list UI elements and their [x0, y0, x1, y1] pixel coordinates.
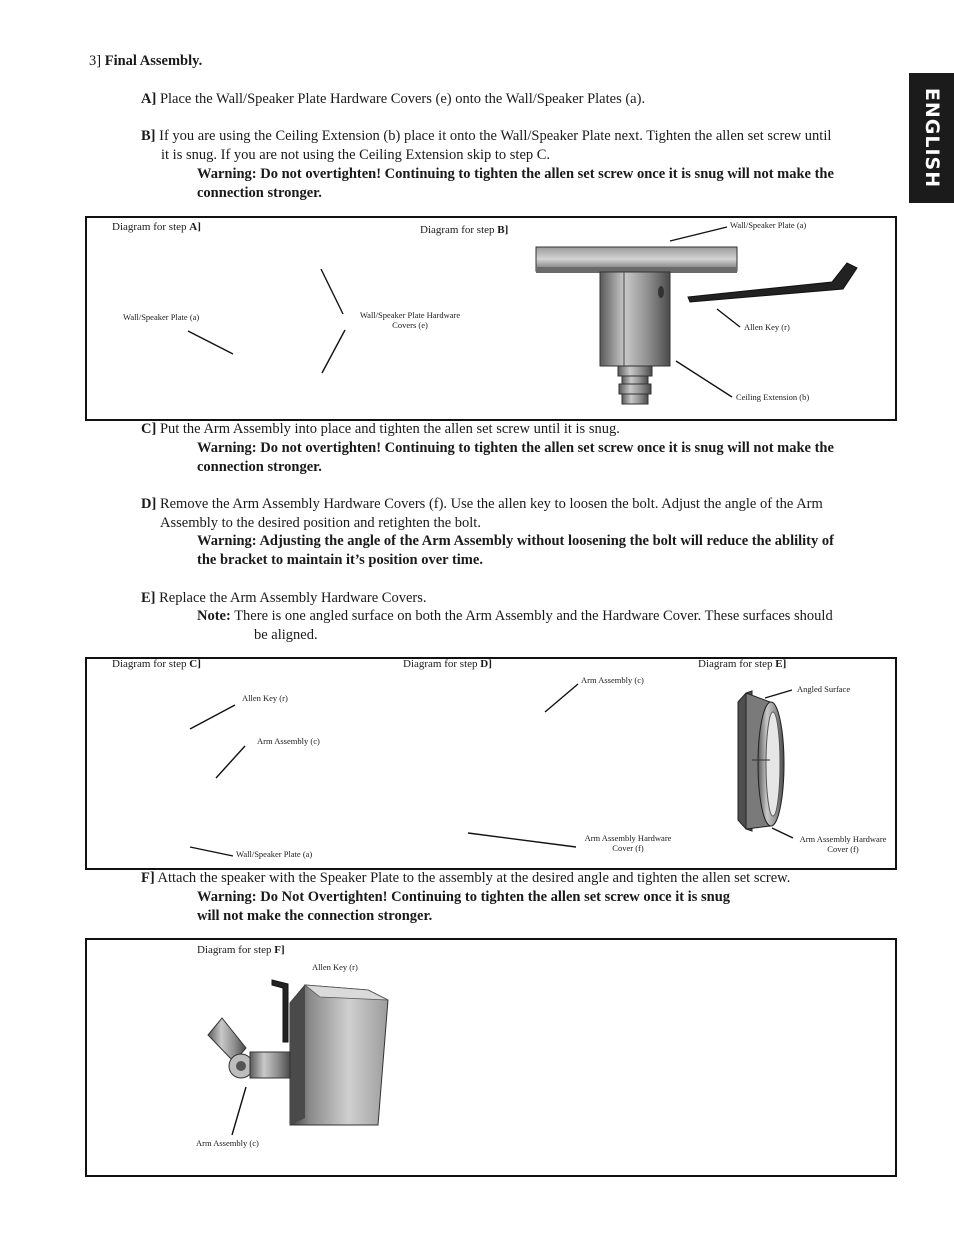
step-b-line2: it is snug. If you are not using the Ceiling Extension skip to step C. [161, 147, 551, 163]
label-wall-plate-c: Wall/Speaker Plate (a) [236, 849, 313, 859]
step-a-text: Place the Wall/Speaker Plate Hardware Covers (e) onto the Wall/Speaker Plates (a). [159, 91, 646, 107]
diagram-d-caption: Diagram for step D] [403, 658, 492, 670]
step-b-warning-2: connection stronger. [197, 185, 322, 201]
step-f-text: Attach the speaker with the Speaker Plate to the assembly at the desired angle and tighten the allen set screw. [157, 870, 791, 886]
diagram-e-caption: Diagram for step E] [698, 658, 787, 670]
diagram-d-leaders [468, 684, 578, 847]
section-number: 3] [89, 53, 102, 69]
label-arm-assembly-d: Arm Assembly (c) [581, 675, 644, 685]
step-d-warning-1: Warning: Adjusting the angle of the Arm Assembly without loosening the bolt will reduce the ablility of [197, 533, 834, 549]
label-wall-plate-a: Wall/Speaker Plate (a) [123, 312, 200, 322]
section-title: Final Assembly. [104, 53, 203, 69]
step-c-warning-2: connection stronger. [197, 459, 322, 475]
step-e-text: Replace the Arm Assembly Hardware Covers. [159, 590, 427, 606]
language-tab-label: ENGLISH [920, 87, 943, 189]
diagram-b-caption: Diagram for step B] [420, 224, 509, 236]
label-cover-e: Arm Assembly Hardware Cover (f) [799, 834, 887, 854]
diagram-a-caption: Diagram for step A] [112, 221, 201, 233]
label-allen-key-c: Allen Key (r) [242, 693, 288, 703]
step-f-warning-1: Warning: Do Not Overtighten! Continuing to tighten the allen set screw once it is snug [197, 889, 731, 905]
label-allen-key-f: Allen Key (r) [312, 962, 358, 972]
label-wall-plate-b: Wall/Speaker Plate (a) [730, 220, 807, 230]
step-b-warning-1: Warning: Do not overtighten! Continuing to tighten the allen set screw once it is snug will not make the [197, 166, 834, 182]
diagram-a-leaders [188, 269, 345, 373]
label-cover-d: Arm Assembly Hardware Cover (f) [584, 833, 672, 853]
step-b-label: B] [141, 128, 156, 144]
step-c-warning-1: Warning: Do not overtighten! Continuing to tighten the allen set screw once it is snug will not make the [197, 440, 834, 456]
hardware-cover-illustration [738, 691, 784, 831]
step-f-label: F] [141, 870, 155, 886]
label-hardware-covers: Wall/Speaker Plate Hardware Covers (e) [359, 310, 461, 330]
step-d-label: D] [141, 496, 157, 512]
step-e-label: E] [141, 590, 156, 606]
diagram-f-leaders [232, 1087, 246, 1135]
step-b-text-1: If you are using the Ceiling Extension (b) place it onto the Wall/Speaker Plate next. Tighten the allen set screw until [159, 128, 832, 144]
label-ceiling-extension: Ceiling Extension (b) [736, 392, 810, 402]
step-a-label: A] [141, 91, 157, 107]
step-d-text-1: Remove the Arm Assembly Hardware Covers (f). Use the allen key to loosen the bolt. Adjust the angle of the Arm [159, 496, 823, 512]
step-f-warning-2: will not make the connection stronger. [197, 908, 433, 924]
step-c-text: Put the Arm Assembly into place and tighten the allen set screw until it is snug. [159, 421, 620, 437]
label-allen-key-b: Allen Key (r) [744, 322, 790, 332]
diagram-c-caption: Diagram for step C] [112, 658, 201, 670]
label-arm-assembly-f: Arm Assembly (c) [196, 1138, 259, 1148]
diagram-f-caption: Diagram for step F] [197, 944, 285, 956]
speaker-illustration [290, 985, 388, 1125]
label-arm-assembly-c: Arm Assembly (c) [257, 736, 320, 746]
step-e-note-2: be aligned. [254, 627, 318, 643]
step-d-line2: Assembly to the desired position and retighten the bolt. [160, 515, 481, 531]
step-d-warning-2: the bracket to maintain it’s position over time. [197, 552, 483, 568]
label-angled-surface: Angled Surface [797, 684, 851, 694]
diagram-c-leaders [190, 705, 245, 856]
step-c-label: C] [141, 421, 157, 437]
allen-key-f-illustration [272, 980, 288, 1042]
step-e-note-1: Note: There is one angled surface on both the Arm Assembly and the Hardware Cover. These surfaces should [197, 608, 833, 624]
arm-assembly-f-illustration [208, 1018, 290, 1078]
